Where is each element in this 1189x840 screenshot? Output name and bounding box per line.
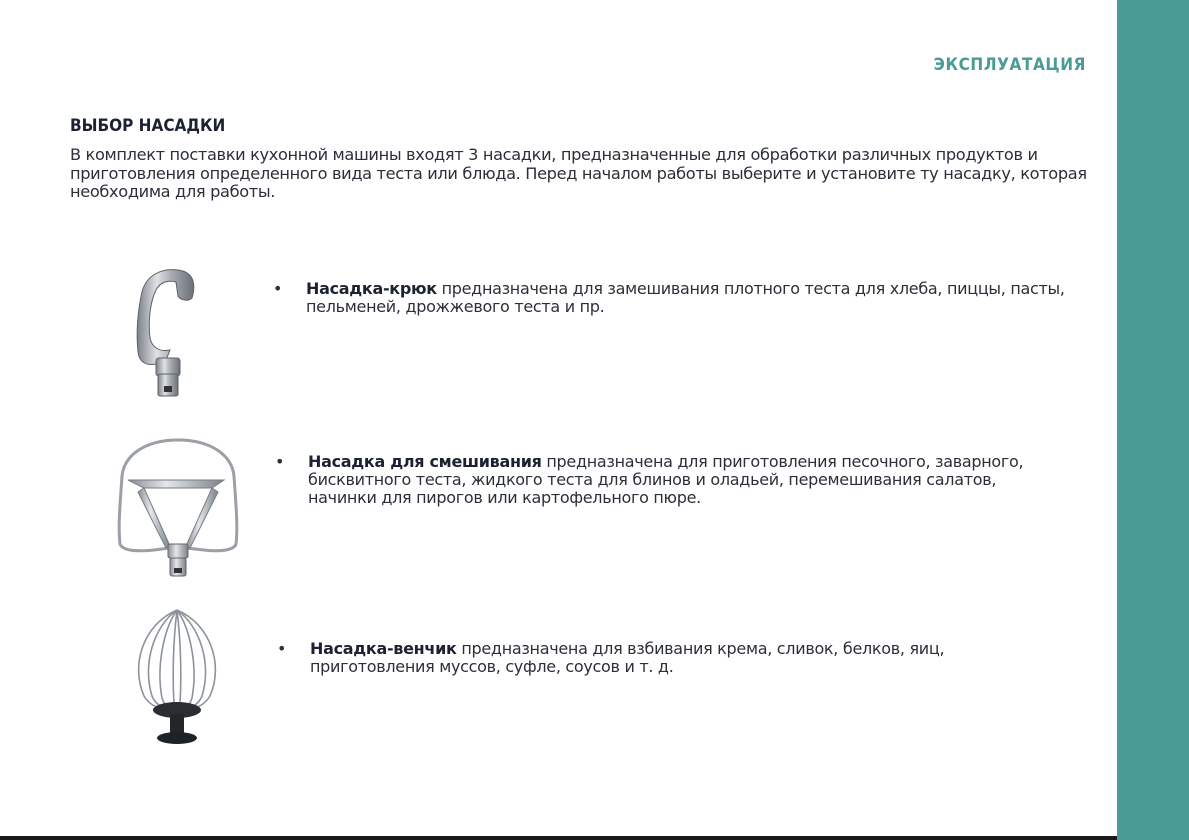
side-accent-bar <box>1117 0 1189 840</box>
section-header: ЭКСПЛУАТАЦИЯ <box>933 55 1086 75</box>
bottom-rule <box>0 836 1117 840</box>
attachment-description <box>306 280 1066 316</box>
bullet-icon: • <box>273 279 283 298</box>
attachment-description <box>308 453 1068 507</box>
intro-paragraph: В комплект поставки кухонной машины входят 3 насадки, предназначенные для обработки различных продуктов и приготовления определенного вида теста или блюда. Перед началом работы выберите и установите ту насадку, которая необходима для работы. <box>70 145 1087 201</box>
bullet-icon: • <box>275 452 285 471</box>
dough-hook-icon <box>120 262 210 407</box>
attachment-text: предназначена для замешивания плотного теста для хлеба, пиццы, пасты, пельменей, дрожжевого теста и пр. <box>306 279 1065 316</box>
attachment-name: Насадка-крюк <box>306 279 437 298</box>
attachment-name: Насадка-венчик <box>310 639 457 658</box>
bullet-icon: • <box>277 639 287 658</box>
attachment-text: предназначена для взбивания крема, сливок, белков, яиц, приготовления муссов, суфле, соусов и т. д. <box>310 639 945 676</box>
attachment-text: предназначена для приготовления песочного, заварного, бисквитного теста, жидкого теста для блинов и оладьей, перемешивания салатов, начинки для пирогов или картофельного пюре. <box>308 452 1024 507</box>
whisk-icon <box>124 604 230 750</box>
attachment-description <box>310 640 1010 676</box>
flat-beater-icon <box>114 436 242 584</box>
attachment-name: Насадка для смешивания <box>308 452 542 471</box>
page-title: ВЫБОР НАСАДКИ <box>70 116 226 136</box>
